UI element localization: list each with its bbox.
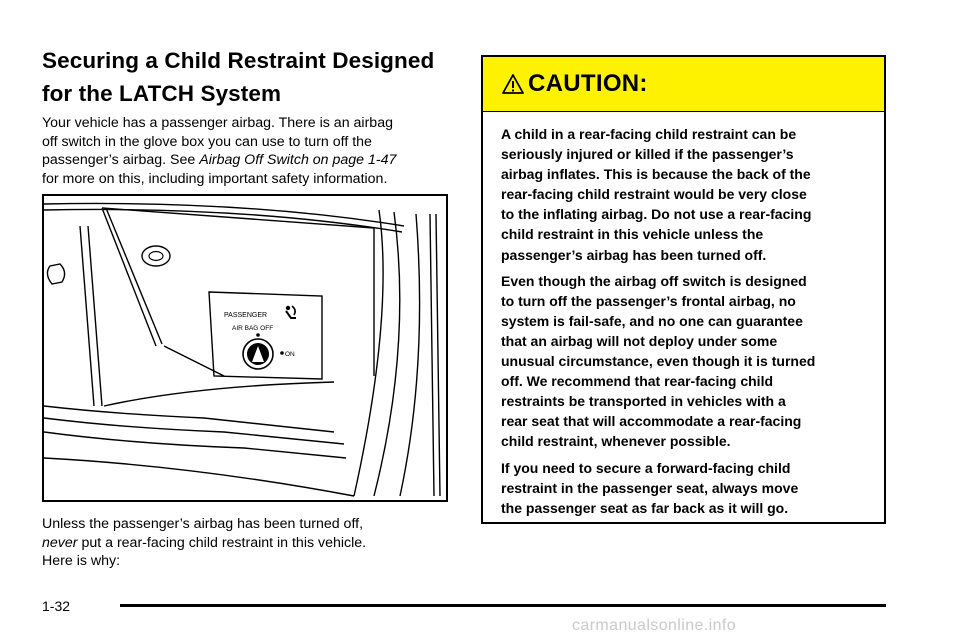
caution-line: A child in a rear-facing child restraint can be [501, 126, 797, 142]
warning-emphasis: never [42, 534, 78, 551]
on-indicator-dot [280, 351, 284, 355]
warning-line-2 [42, 534, 452, 553]
airbag-off-switch-reference[interactable]: Airbag Off Switch on page 1-47 [199, 152, 397, 169]
section-heading [42, 44, 462, 110]
intro-line-3-text: passenger’s airbag. See [42, 152, 200, 169]
caution-paragraph-3 [501, 458, 870, 518]
caution-line: that an airbag will not deploy under some [501, 332, 778, 349]
glove-box-drawing [44, 196, 446, 500]
caution-line: rear-facing child restraint would be very close [501, 186, 807, 203]
caution-title: CAUTION: [528, 70, 648, 97]
caution-line: the passenger seat as far back as it will go. [501, 499, 789, 516]
caution-header [483, 57, 884, 112]
caution-line: child restraint, whenever possible. [501, 433, 731, 450]
switch-label-on: ON [285, 351, 295, 358]
airbag-symbol-icon [286, 306, 296, 318]
caution-line: restraints be transported in vehicles with a [501, 393, 786, 410]
glove-box-illustration [42, 194, 448, 502]
warning-line-3: Here is why: [42, 553, 121, 570]
key-lock-icon [243, 339, 273, 369]
caution-line: If you need to secure a forward-facing child [501, 459, 791, 476]
caution-line: unusual circumstance, even though it is turned [501, 353, 816, 370]
intro-line-3 [42, 151, 452, 170]
off-indicator-dot [256, 333, 260, 337]
warning-line-2-text: put a rear-facing child restraint in this vehicle. [77, 534, 367, 551]
caution-line: to the inflating airbag. Do not use a rear-facing [501, 206, 812, 223]
footer-rule [120, 604, 886, 607]
switch-label-passenger: PASSENGER [224, 312, 268, 319]
page-number: 1-32 [42, 598, 71, 614]
caution-line: to turn off the passenger’s frontal airbag, no [501, 292, 796, 309]
cup-holder-icon [142, 246, 170, 266]
intro-line-1: Your vehicle has a passenger airbag. There is an airbag [42, 115, 393, 131]
caution-line: passenger’s airbag has been turned off. [501, 246, 767, 263]
caution-box [481, 55, 886, 524]
caution-paragraph-1 [501, 124, 870, 265]
caution-line: rear seat that will accommodate a rear-facing [501, 413, 802, 430]
watermark: carmanualsonline.info [572, 617, 737, 634]
intro-line-4: for more on this, including important safety information. [42, 170, 388, 187]
intro-paragraph [42, 114, 452, 188]
heading-line-1: Securing a Child Restraint Designed [42, 48, 435, 73]
caution-line: airbag inflates. This is because the back of the [501, 166, 811, 183]
caution-line: off. We recommend that rear-facing child [501, 373, 774, 390]
caution-paragraph-2 [501, 271, 870, 452]
warning-paragraph [42, 515, 452, 571]
caution-line: system is fail-safe, and no one can guarantee [501, 312, 803, 329]
caution-line: restraint in the passenger seat, always move [501, 479, 799, 496]
caution-line: child restraint in this vehicle unless the [501, 226, 764, 243]
caution-line: seriously injured or killed if the passenger’s [501, 146, 794, 163]
caution-body [483, 112, 884, 518]
heading-line-2: for the LATCH System [42, 81, 282, 106]
switch-label-airbag-off: AIR BAG OFF [232, 325, 274, 332]
warning-line-1: Unless the passenger’s airbag has been turned off, [42, 516, 364, 532]
intro-line-2: off switch in the glove box you can use to turn off the [42, 133, 372, 150]
caution-line: Even though the airbag off switch is designed [501, 272, 807, 289]
warning-triangle-icon [502, 73, 524, 95]
